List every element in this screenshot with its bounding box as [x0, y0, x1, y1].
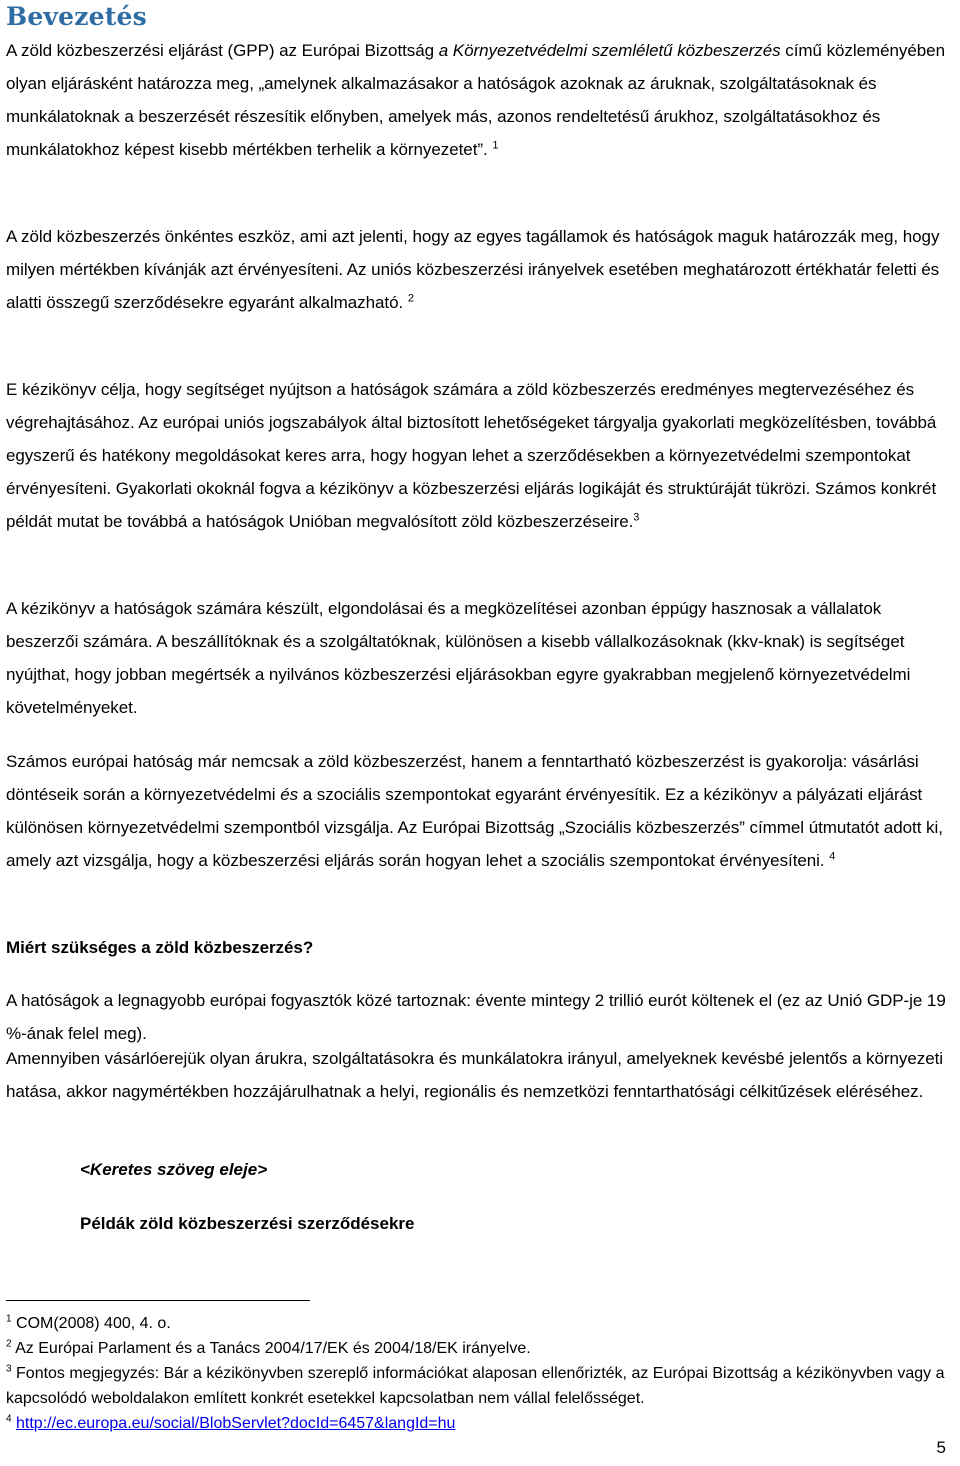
- paragraph-handbook-purpose: [6, 373, 950, 538]
- footnote-separator: [6, 1300, 310, 1301]
- footnote-number: 3: [6, 1363, 12, 1375]
- paragraph-audience: [6, 592, 950, 724]
- paragraph-voluntary-tool: [6, 220, 950, 319]
- footnote-2: [6, 1336, 956, 1361]
- publication-title: a Környezetvédelmi szemléletű közbeszerzés: [438, 41, 781, 60]
- footnote-ref-2[interactable]: 2: [407, 292, 414, 305]
- paragraph-text: a szociális szempontokat egyaránt érvényesítik. Ez a kézikönyv a pályázati eljárást különösen környezetvédelmi szempontból vizsgálja. Az Európai Bizottság „Szociális közbeszerzés” címmel útmutatót adott ki, amely azt vizsgálja, hogy a közbeszerzési eljárás során hogyan lehet a szociális szempontokat érvényesíteni.: [6, 785, 943, 870]
- paragraph-text: Amennyiben vásárlóerejük olyan árukra, szolgáltatásokra és munkálatokra irányul, amelyeknek kevésbé jelentős a környezeti hatása, akkor nagymértékben hozzájárulhatnak a helyi, regionális és nemzetközi fenntarthatósági célkitűzések eléréséhez.: [6, 1049, 943, 1101]
- footnote-link[interactable]: http://ec.europa.eu/social/BlobServlet?docId=6457&langId=hu: [16, 1415, 456, 1432]
- paragraph-text: A kézikönyv a hatóságok számára készült, elgondolásai és a megközelítései azonban éppúgy hasznosak a vállalatok beszerzői számára. A beszállítóknak és a szolgáltatóknak, különösen a kisebb vállalkozásoknak (kkv-knak) is segítséget nyújthat, hogy jobban megértsék a nyilvános közbeszerzési eljárásokban egyre gyakrabban megjelenő környezetvédelmi követelményeket.: [6, 599, 911, 717]
- footnote-ref-3[interactable]: 3: [633, 511, 640, 524]
- footnote-4: [6, 1411, 956, 1436]
- paragraph-text: című közleményében olyan eljárásként határozza meg, „amelynek alkalmazásakor a hatóságok azoknak az áruknak, szolgáltatásoknak és munkálatoknak a beszerzését részesítik előnyben, amelyek más, azonos rendeltetésű árukhoz, szolgáltatásokhoz és munkálatokhoz képest kisebb mértékben terhelik a környezetet”.: [6, 41, 945, 159]
- emphasis-text: és: [280, 785, 299, 804]
- section-subheading: Miért szükséges a zöld közbeszerzés?: [6, 938, 314, 957]
- page-title: Bevezetés: [6, 2, 147, 31]
- paragraph-purchasing-power: [6, 984, 950, 1050]
- paragraph-text: Számos európai hatóság már nemcsak a zöld közbeszerzést, hanem a fenntartható közbeszerzést is gyakorolja: vásárlási döntéseik során a környezetvédelmi: [6, 752, 919, 804]
- footnote-number: 2: [6, 1338, 12, 1350]
- footnote-3: [6, 1361, 956, 1411]
- paragraph-text: E kézikönyv célja, hogy segítséget nyújtson a hatóságok számára a zöld közbeszerzés eredményes megtervezéséhez és végrehajtásához. Az európai uniós jogszabályok által biztosított lehetőségeket tárgyalja gyakorlati megközelítésben, továbbá egyszerű és hatékony megoldásokat keres arra, hogy hogyan lehet a szerződésekben a környezetvédelmi szempontokat érvényesíteni. Gyakorlati okoknál fogva a kézikönyv a közbeszerzési eljárás logikáját és struktúráját tükrözi. Számos konkrét példát mutat be továbbá a hatóságok Unióban megvalósított zöld közbeszerzéseire.: [6, 380, 937, 531]
- paragraph-gpp-definition: [6, 34, 950, 166]
- footnotes: [6, 1311, 956, 1436]
- footnote-number: 1: [6, 1313, 12, 1325]
- footnote-text: COM(2008) 400, 4. o.: [16, 1315, 171, 1332]
- footnote-1: [6, 1311, 956, 1336]
- paragraph-impact: [6, 1042, 950, 1108]
- paragraph-sustainable-procurement: [6, 745, 950, 877]
- box-title: Példák zöld közbeszerzési szerződésekre: [80, 1214, 415, 1233]
- paragraph-text: A zöld közbeszerzés önkéntes eszköz, ami azt jelenti, hogy az egyes tagállamok és hatóságok maguk határozzák meg, hogy milyen mértékben kívánják azt érvényesíteni. Az uniós közbeszerzési irányelvek esetében meghatározott értékhatár feletti és alatti összegű szerződésekre egyaránt alkalmazható.: [6, 227, 940, 312]
- paragraph-text: A zöld közbeszerzési eljárást (GPP) az Európai Bizottság: [6, 41, 439, 60]
- footnote-number: 4: [6, 1413, 12, 1425]
- box-start-marker: <Keretes szöveg eleje>: [80, 1160, 268, 1179]
- footnote-text: Fontos megjegyzés: Bár a kézikönyvben szereplő információkat alaposan ellenőrizték, az Európai Bizottság a kézikönyvben vagy a kapcsolódó weboldalakon említett konkrét esetekkel kapcsolatban nem vállal felelősséget.: [6, 1365, 945, 1407]
- footnote-text: Az Európai Parlament és a Tanács 2004/17/EK és 2004/18/EK irányelve.: [15, 1340, 531, 1357]
- footnote-ref-1[interactable]: 1: [492, 139, 499, 152]
- page-number: 5: [936, 1438, 946, 1457]
- paragraph-text: A hatóságok a legnagyobb európai fogyasztók közé tartoznak: évente mintegy 2 trillió eurót költenek el (ez az Unió GDP-je 19 %-ának felel meg).: [6, 991, 946, 1043]
- footnote-ref-4[interactable]: 4: [829, 850, 836, 863]
